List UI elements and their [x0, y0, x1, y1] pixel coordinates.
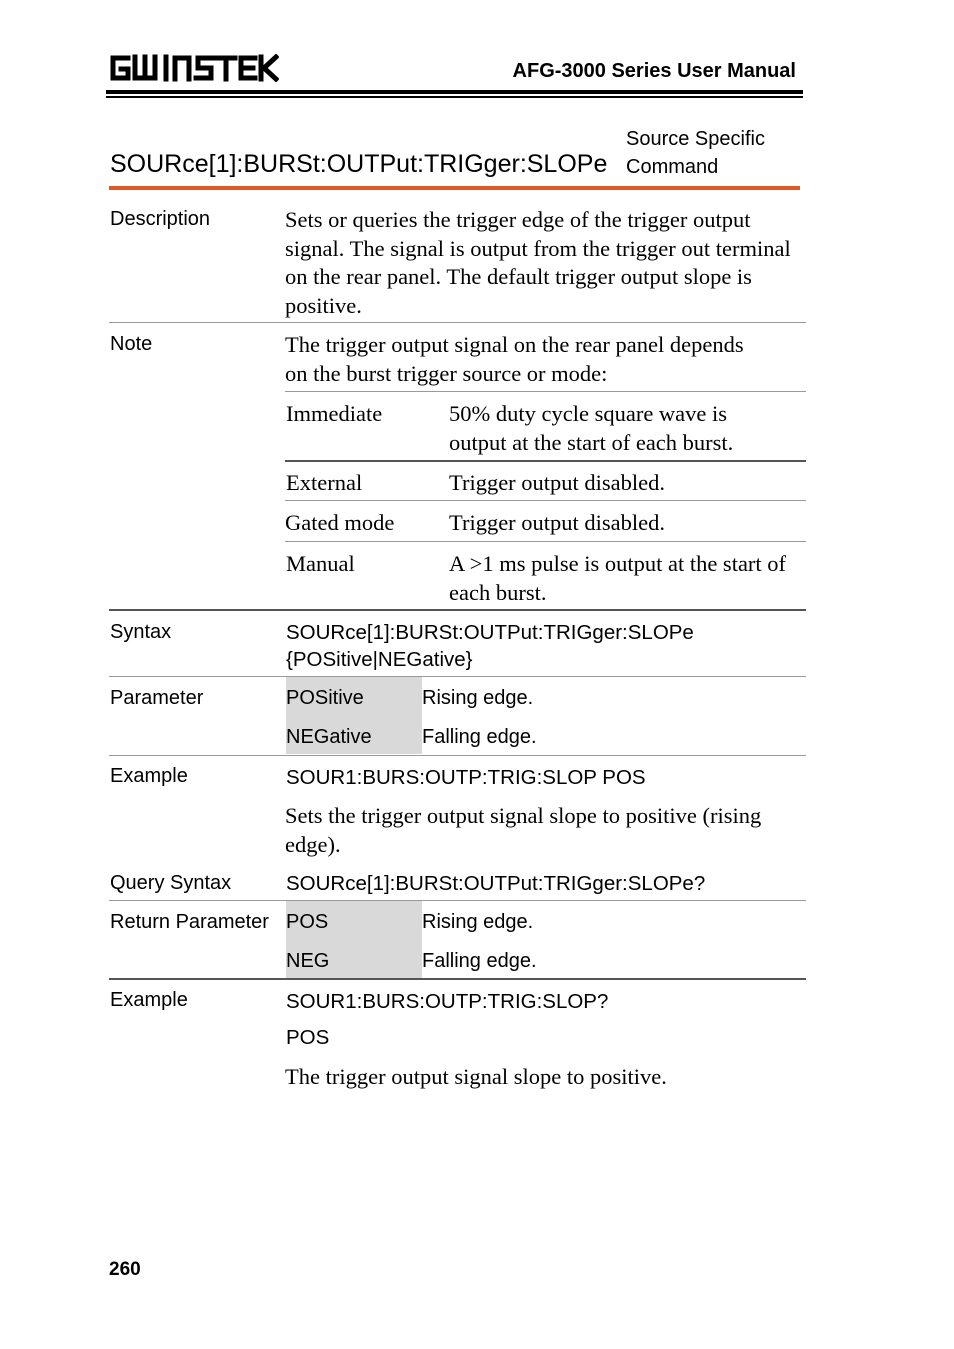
return-parameter-label: Return Parameter — [110, 911, 269, 933]
example-response: POS — [286, 1026, 330, 1049]
syntax-command: SOURce[1]:BURSt:OUTPut:TRIGger:SLOPe — [286, 621, 694, 644]
parameter-name: POSitive — [286, 687, 364, 709]
query-syntax-label: Query Syntax — [110, 872, 232, 894]
divider — [285, 541, 806, 542]
note-mode: External — [286, 470, 363, 495]
command-title-rule — [109, 186, 800, 190]
command-title: SOURce[1]:BURSt:OUTPut:TRIGger:SLOPe — [110, 150, 608, 178]
note-mode-desc: A >1 ms pulse is output at the start of each burst. — [449, 551, 787, 605]
note-mode: Manual — [286, 551, 355, 576]
parameter-name: NEGative — [286, 726, 372, 748]
parameter-desc: Falling edge. — [422, 726, 537, 748]
header-rule-thick — [106, 90, 803, 94]
description-label: Description — [110, 208, 211, 230]
divider — [109, 609, 806, 611]
header-rule-thin — [106, 96, 803, 98]
return-name: POS — [286, 911, 329, 933]
return-desc: Falling edge. — [422, 950, 537, 972]
example-label: Example — [110, 765, 188, 787]
example-text: Sets the trigger output signal slope to positive (rising edge). — [285, 803, 762, 857]
divider — [109, 322, 806, 323]
return-name: NEG — [286, 950, 330, 972]
query-syntax-command: SOURce[1]:BURSt:OUTPut:TRIGger:SLOPe? — [286, 872, 706, 895]
divider — [285, 391, 806, 392]
return-desc: Rising edge. — [422, 911, 534, 933]
note-mode: Gated mode — [285, 510, 395, 535]
example-query-command: SOUR1:BURS:OUTP:TRIG:SLOP? — [286, 990, 609, 1013]
note-mode: Immediate — [286, 401, 383, 426]
page-number: 260 — [109, 1259, 141, 1280]
gw-instek-logo — [109, 54, 279, 82]
note-label: Note — [110, 333, 153, 355]
divider — [109, 978, 806, 980]
note-mode-desc: 50% duty cycle square wave is output at the start of each burst. — [449, 401, 734, 455]
manual-title: AFG-3000 Series User Manual — [512, 60, 796, 82]
note-text: The trigger output signal on the rear panel depends on the burst trigger source or mode: — [285, 332, 744, 386]
syntax-label: Syntax — [110, 621, 172, 643]
divider — [285, 500, 806, 501]
divider — [109, 676, 806, 677]
description-text: Sets or queries the trigger edge of the trigger output signal. The signal is output from the trigger out terminal on the rear panel. The default trigger output slope is positive. — [285, 207, 791, 318]
note-mode-desc: Trigger output disabled. — [449, 470, 666, 495]
divider — [109, 755, 806, 756]
example-text: The trigger output signal slope to positive. — [285, 1064, 667, 1089]
command-category-line2: Command — [626, 156, 719, 178]
note-mode-desc: Trigger output disabled. — [449, 510, 666, 535]
example-label: Example — [110, 989, 188, 1011]
syntax-arguments: {POSitive|NEGative} — [286, 648, 473, 671]
parameter-label: Parameter — [110, 687, 204, 709]
divider — [285, 460, 806, 462]
parameter-desc: Rising edge. — [422, 687, 534, 709]
command-category-line1: Source Specific — [626, 128, 765, 150]
example-command: SOUR1:BURS:OUTP:TRIG:SLOP POS — [286, 766, 646, 789]
command-category — [626, 125, 765, 181]
divider — [109, 900, 806, 901]
